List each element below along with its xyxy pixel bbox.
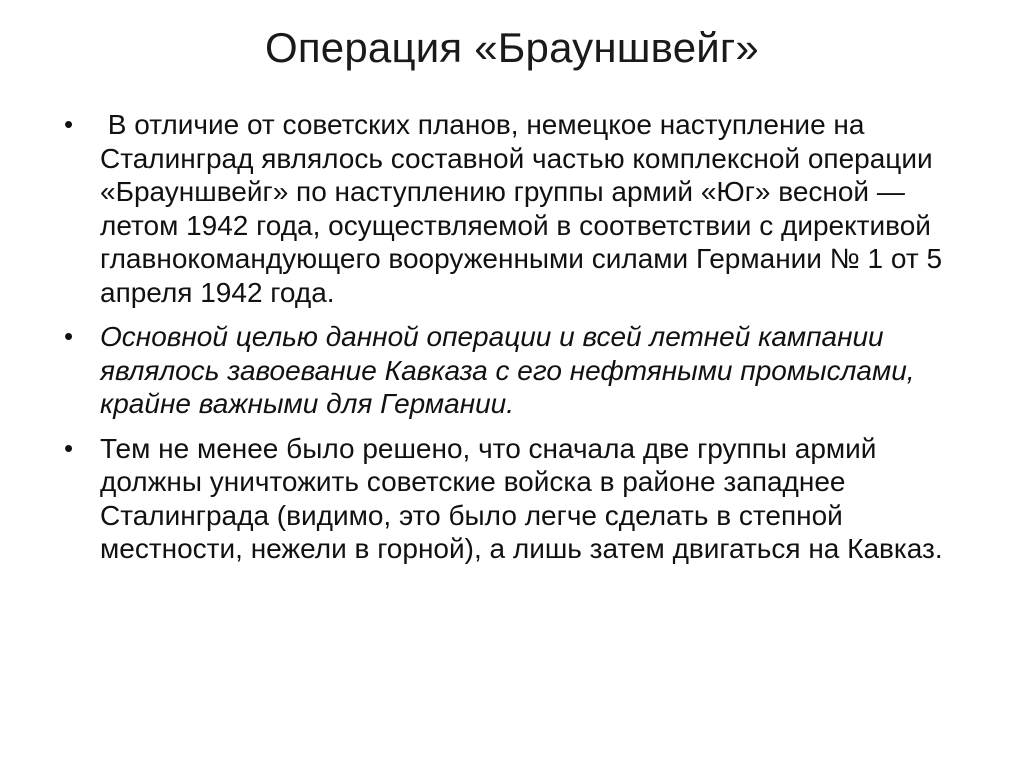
bullet-marker: • <box>64 321 74 351</box>
slide-title: Операция «Брауншвейг» <box>264 24 759 71</box>
bullet-item-1 <box>64 108 964 309</box>
bullet-text-3: Тем не менее было решено, что сначала две группы армий должны уничтожить советские войска в районе западнее Сталинграда (видимо, это было легче сделать в степной местности, нежели в горной), а лишь затем двигаться на Кавказ. <box>100 432 943 564</box>
bullet-marker: • <box>64 109 74 139</box>
bullet-item-2 <box>64 320 964 421</box>
bullet-list <box>64 108 964 577</box>
bullet-item-3 <box>64 432 964 566</box>
bullet-text-1: В отличие от советских планов, немецкое наступление на Сталинград являлось составной частью комплексной операции «Брауншвейг» по наступлению группы армий «Юг» весной — летом 1942 года, осуществляемой в соответствии с директивой главнокомандующего вооруженными силами Германии № 1 от 5 апреля 1942 года. <box>100 109 950 308</box>
bullet-text-2: Основной целью данной операции и всей летней кампании являлось завоевание Кавказа с его нефтяными промыслами, крайне важными для Германии. <box>100 321 915 419</box>
bullet-marker: • <box>64 432 74 463</box>
